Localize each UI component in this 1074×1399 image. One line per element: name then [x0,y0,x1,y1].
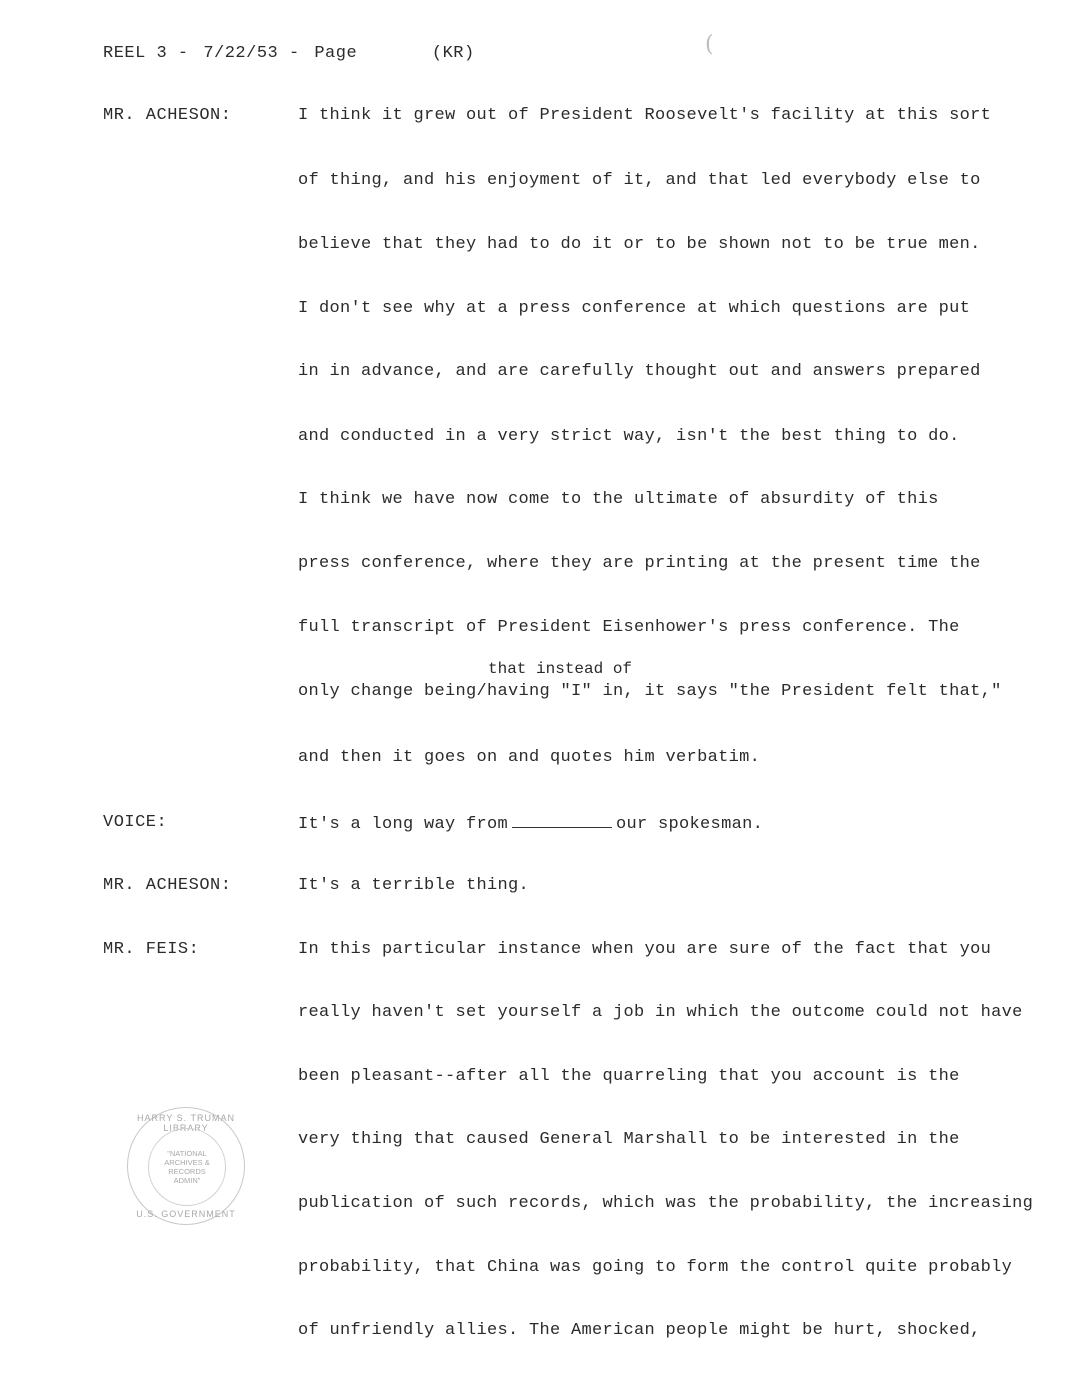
text-fragment: our spokesman. [616,815,764,834]
text-line: really haven't set yourself a job in which the outcome could not have [298,1003,1023,1022]
text-line: It's a terrible thing. [298,876,530,895]
text-line: In this particular instance when you are sure of the fact that you [298,940,992,959]
text-line: I think we have now come to the ultimate of absurdity of this [298,490,939,509]
speaker-voice: VOICE: [103,813,168,832]
seal-text: ADMIN" [173,1176,201,1185]
speaker-feis: MR. FEIS: [103,940,200,959]
page-header [103,44,479,63]
blank-underline [512,813,612,828]
interlinear-insertion: that instead of [488,660,633,678]
seal-text: ARCHIVES & [164,1158,210,1167]
pencil-mark: ( [705,32,714,57]
date-label: 7/22/53 - [203,44,300,63]
text-line: press conference, where they are printing at the present time the [298,554,981,573]
text-line: publication of such records, which was the probability, the increasing [298,1194,1034,1213]
text-line: probability, that China was going to form the control quite probably [298,1258,1013,1277]
text-line: of unfriendly allies. The American people might be hurt, shocked, [298,1321,981,1340]
library-seal [127,1107,245,1225]
text-line: been pleasant--after all the quarreling that you account is the [298,1067,960,1086]
text-line [298,813,763,834]
text-line: only change being/having "I" in, it says "the President felt that," [298,682,1002,701]
text-line: I don't see why at a press conference at which questions are put [298,299,971,318]
reel-label: REEL 3 - [103,44,189,63]
speaker-acheson-2: MR. ACHESON: [103,876,232,895]
seal-center [148,1128,226,1206]
seal-bottom-text: U.S. GOVERNMENT [136,1209,236,1219]
text-line: very thing that caused General Marshall to be interested in the [298,1130,960,1149]
seal-text: "NATIONAL [167,1149,207,1158]
text-line: in in advance, and are carefully thought out and answers prepared [298,362,981,381]
text-line: I think it grew out of President Roosevelt's facility at this sort [298,106,992,125]
seal-text: RECORDS [168,1167,206,1176]
seal-top-text: HARRY S. TRUMAN LIBRARY [136,1113,236,1133]
text-line: full transcript of President Eisenhower's press conference. The [298,618,960,637]
text-line: believe that they had to do it or to be shown not to be true men. [298,235,981,254]
text-line: and then it goes on and quotes him verbatim. [298,748,761,767]
text-line: of thing, and his enjoyment of it, and that led everybody else to [298,171,981,190]
text-line: and conducted in a very strict way, isn't the best thing to do. [298,427,960,446]
page-label: Page [314,44,358,63]
text-fragment: It's a long way from [298,815,509,834]
speaker-acheson-1: MR. ACHESON: [103,106,232,125]
initials-label: (KR) [431,44,475,63]
